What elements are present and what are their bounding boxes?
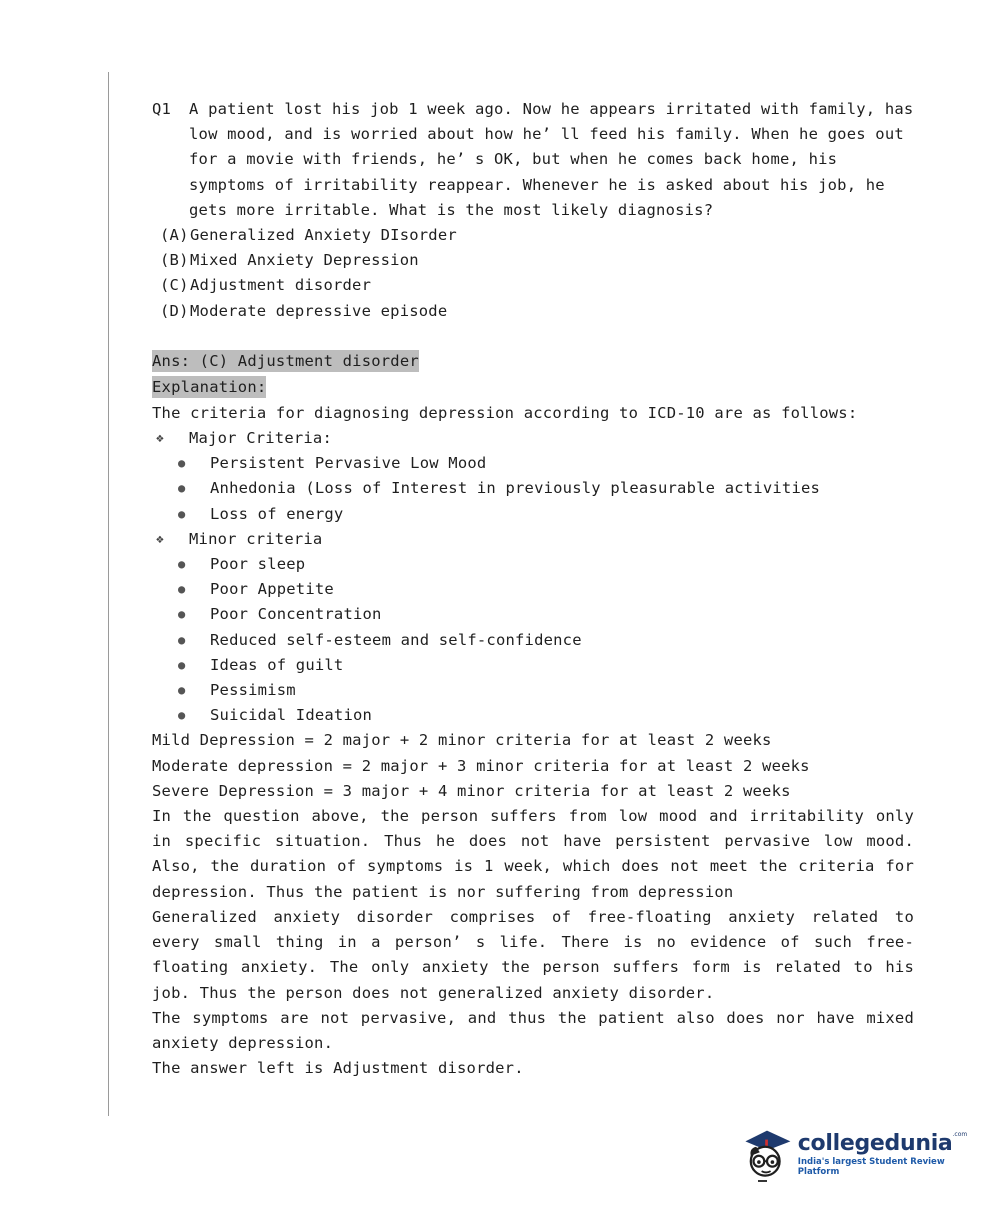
list-item-text: Persistent Pervasive Low Mood [210, 454, 487, 473]
circle-bullet-icon: ● [178, 582, 186, 597]
circle-bullet-icon: ● [178, 657, 186, 672]
list-item [152, 502, 914, 527]
option-c [152, 273, 914, 298]
option-letter: (A) [160, 226, 189, 245]
circle-bullet-icon: ● [178, 456, 186, 471]
list-item-text: Ideas of guilt [210, 655, 344, 674]
explanation-paragraph: Generalized anxiety disorder comprises of free-floating anxiety related to every small thing in a person’ s life. There is no evidence of such free-floating anxiety. The only anxiety the person suffers form is related to his job. Thus the person does not generalized anxiety disorder. [152, 907, 914, 1002]
list-item [152, 451, 914, 476]
list-item-text: Poor sleep [210, 555, 306, 574]
option-b [152, 248, 914, 273]
list-item-text: Anhedonia (Loss of Interest in previously pleasurable activities [210, 479, 821, 498]
logo-suffix: .com [952, 1131, 968, 1138]
explanation-label: Explanation: [152, 377, 267, 396]
option-letter: (C) [160, 276, 189, 295]
severity-line: Mild Depression = 2 major + 2 minor criteria for at least 2 weeks [152, 731, 772, 750]
question-number: Q1 [152, 100, 172, 118]
criteria-heading-text: Minor criteria [189, 529, 323, 548]
option-a [152, 223, 914, 248]
question-text: A patient lost his job 1 week ago. Now he appears irritated with family, has low mood, and is worried about how he’ ll feed his family. When he goes out for a movie with friends, he’ s OK, but when he comes back home, his symptoms of irritability reappear. Whenever he is asked about his job, he gets more irritable. What is the most likely diagnosis? [189, 100, 914, 219]
list-item-text: Suicidal Ideation [210, 706, 373, 725]
circle-bullet-icon: ● [178, 557, 186, 572]
explanation-paragraph: In the question above, the person suffers from low mood and irritability only in specific situation. Thus he does not have persistent pervasive low mood. Also, the duration of symptoms is 1 week, which does not meet the criteria for depression. Thus the patient is nor suffering from depression [152, 807, 914, 901]
option-d [152, 299, 914, 324]
margin-rule [108, 72, 109, 1116]
option-text: Adjustment disorder [190, 276, 372, 295]
list-item [152, 653, 914, 678]
minor-criteria-heading [152, 527, 914, 552]
explanation-paragraph: The answer left is Adjustment disorder. [152, 1059, 524, 1078]
mascot-icon [740, 1118, 796, 1190]
explanation-paragraph: The symptoms are not pervasive, and thus the patient also does nor have mixed anxiety depression. [152, 1008, 914, 1052]
circle-bullet-icon: ● [178, 708, 186, 723]
major-criteria-heading [152, 426, 914, 451]
criteria-heading-text: Major Criteria: [189, 429, 332, 448]
option-text: Moderate depressive episode [190, 301, 448, 320]
option-text: Generalized Anxiety DIsorder [190, 226, 457, 245]
circle-bullet-icon: ● [178, 607, 186, 622]
diamond-bullet-icon: ❖ [156, 431, 165, 447]
document-content [152, 97, 914, 1081]
list-item [152, 678, 914, 703]
logo-tagline: India's largest Student Review Platform [797, 1157, 945, 1177]
circle-bullet-icon: ● [178, 506, 186, 521]
list-item [152, 552, 914, 577]
circle-bullet-icon: ● [178, 481, 186, 496]
list-item [152, 628, 914, 653]
logo-name: collegedunia [797, 1131, 953, 1156]
list-item-text: Loss of energy [210, 504, 344, 523]
circle-bullet-icon: ● [178, 632, 186, 647]
question [152, 97, 914, 223]
answer-line: Ans: (C) Adjustment disorder [152, 351, 419, 370]
severity-line: Moderate depression = 2 major + 3 minor criteria for at least 2 weeks [152, 756, 810, 775]
severity-line: Severe Depression = 3 major + 4 minor criteria for at least 2 weeks [152, 781, 791, 800]
circle-bullet-icon: ● [178, 683, 186, 698]
list-item [152, 703, 914, 728]
collegedunia-logo[interactable] [740, 1118, 970, 1190]
list-item-text: Poor Concentration [210, 605, 382, 624]
intro-text: The criteria for diagnosing depression according to ICD-10 are as follows: [152, 403, 858, 422]
list-item-text: Reduced self-esteem and self-confidence [210, 630, 582, 649]
list-item [152, 476, 914, 501]
list-item [152, 577, 914, 602]
option-letter: (B) [160, 251, 189, 270]
list-item [152, 602, 914, 627]
list-item-text: Poor Appetite [210, 580, 334, 599]
diamond-bullet-icon: ❖ [156, 531, 165, 547]
option-letter: (D) [160, 301, 189, 320]
list-item-text: Pessimism [210, 681, 296, 700]
option-text: Mixed Anxiety Depression [190, 251, 419, 270]
